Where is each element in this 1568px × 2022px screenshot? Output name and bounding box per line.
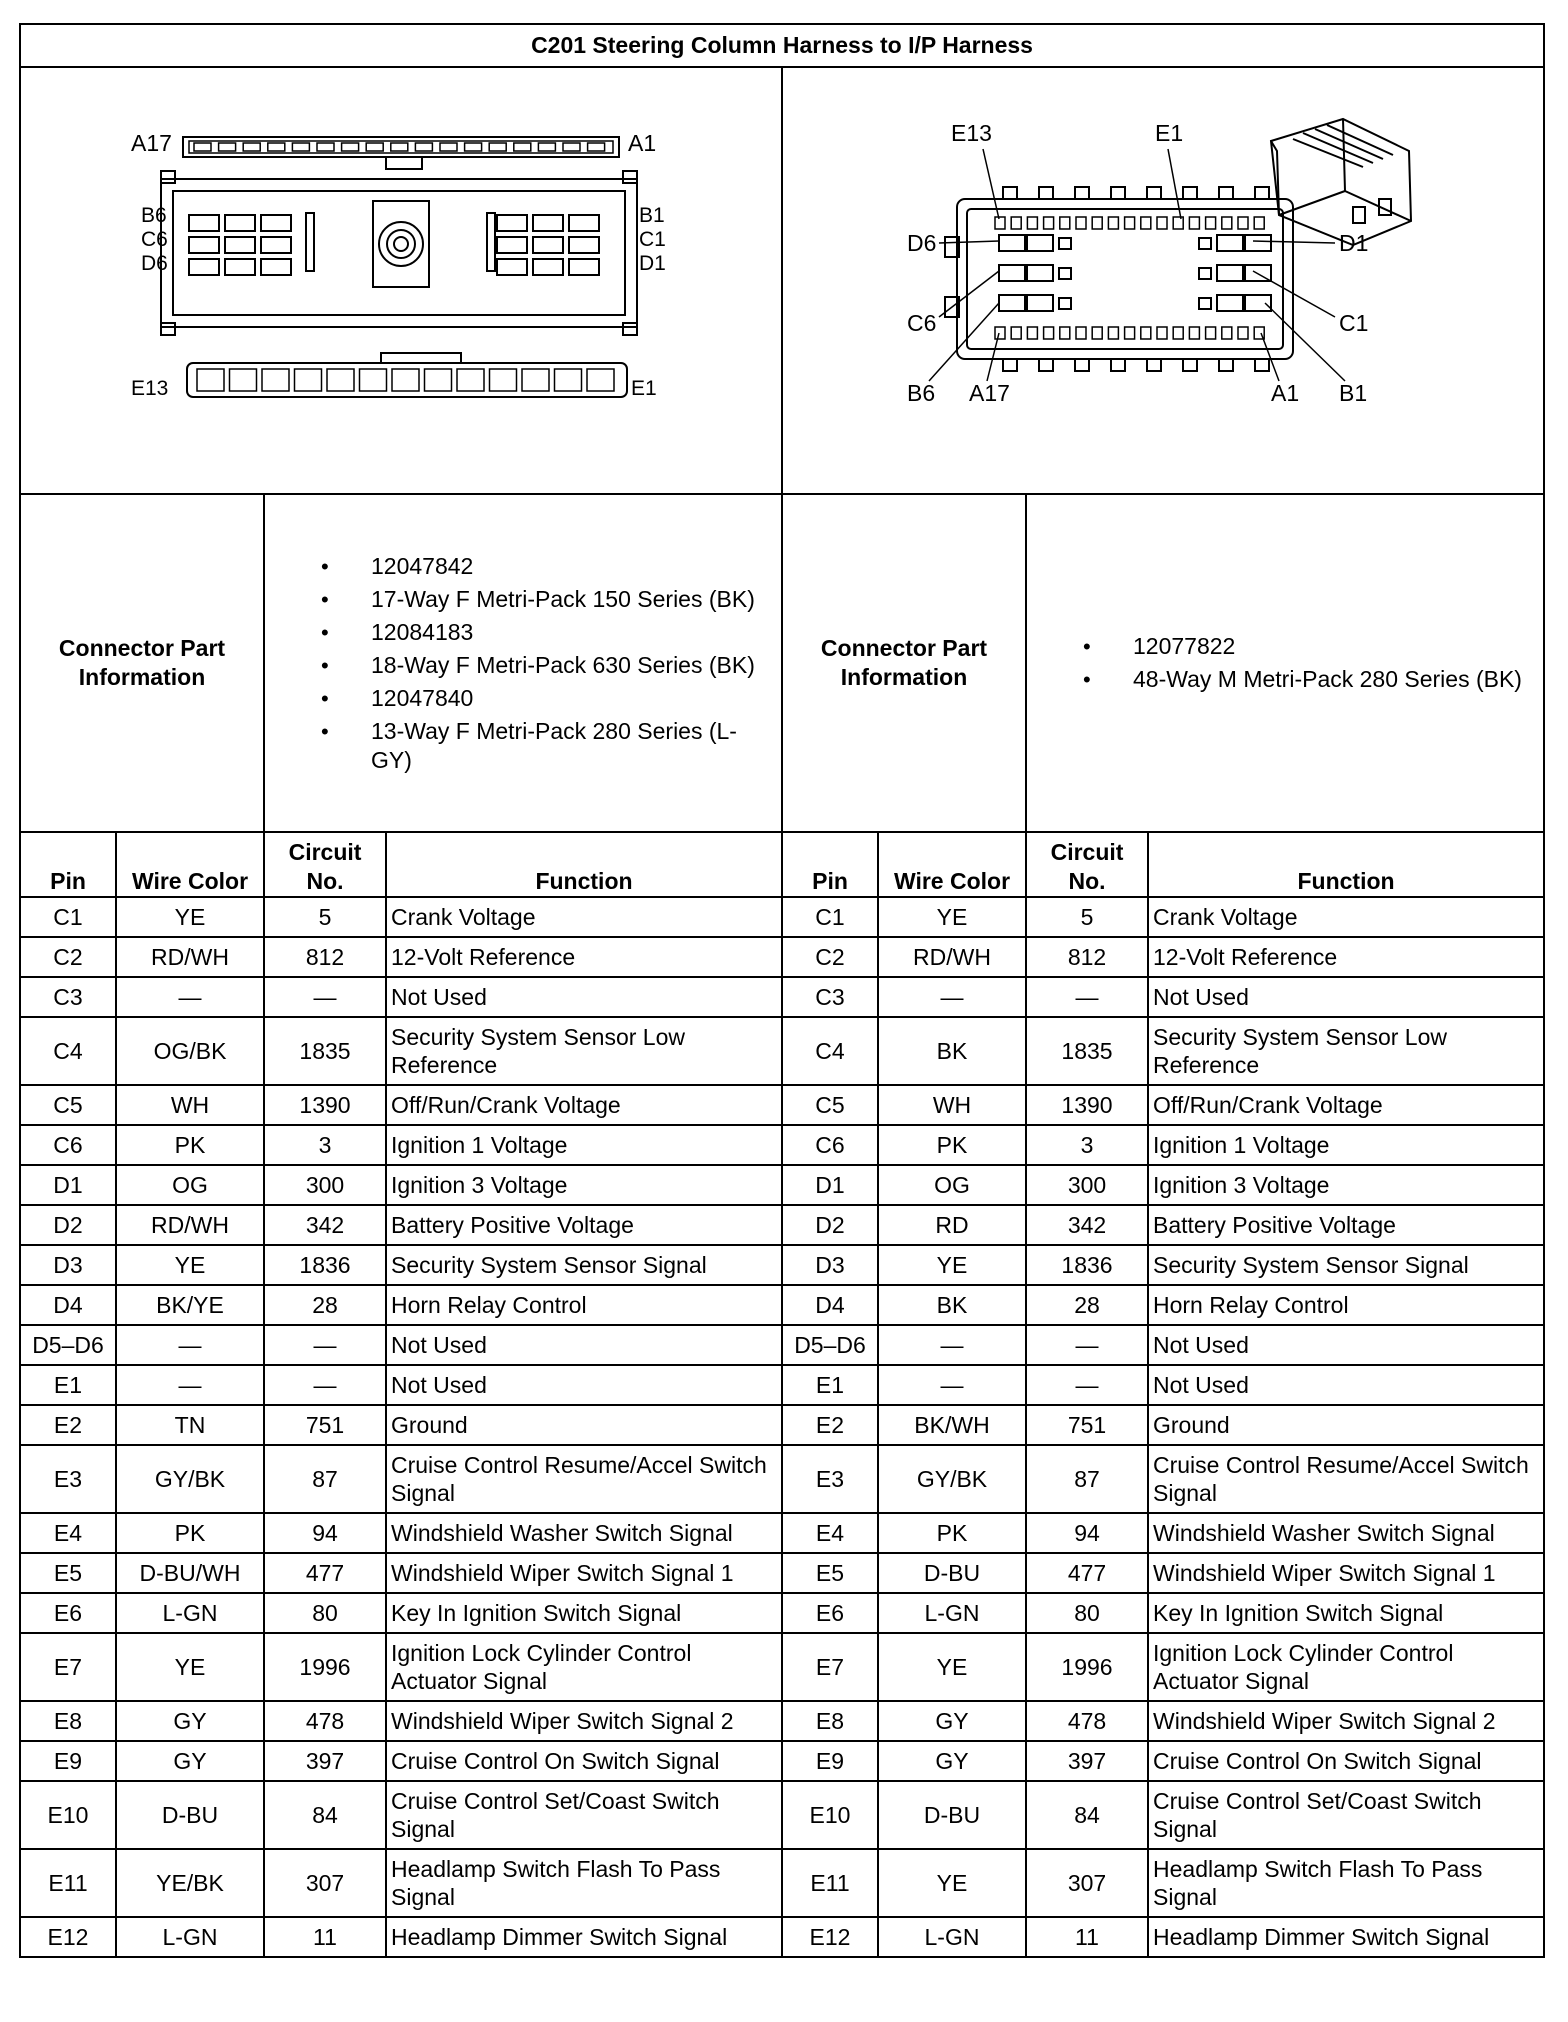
function-cell-right: Windshield Washer Switch Signal bbox=[1148, 1513, 1544, 1553]
circuit-cell: 3 bbox=[264, 1125, 386, 1165]
part-text: 18-Way F Metri-Pack 630 Series (BK) bbox=[371, 651, 755, 678]
pin-cell-right: D5–D6 bbox=[782, 1325, 878, 1365]
cpi-label-line1-right: Connector Part bbox=[820, 635, 988, 661]
ip-harness-connector-drawing bbox=[883, 111, 1443, 451]
function-cell-right: Horn Relay Control bbox=[1148, 1285, 1544, 1325]
function-cell-right: Off/Run/Crank Voltage bbox=[1148, 1085, 1544, 1125]
label-c6: C6 bbox=[141, 227, 168, 251]
function-cell: Windshield Wiper Switch Signal 1 bbox=[386, 1553, 782, 1593]
bullet-icon: • bbox=[1083, 634, 1091, 659]
label-e13-right: E13 bbox=[951, 119, 992, 146]
table-row bbox=[20, 1701, 1544, 1741]
col-circuit-right bbox=[1026, 832, 1148, 897]
connector-part-info-label-left bbox=[20, 494, 264, 832]
wire-color-cell-right: D-BU bbox=[878, 1781, 1026, 1849]
function-cell: Horn Relay Control bbox=[386, 1285, 782, 1325]
circuit-cell-right: — bbox=[1026, 1365, 1148, 1405]
circuit-cell-right: 478 bbox=[1026, 1701, 1148, 1741]
bullet-icon: • bbox=[321, 718, 329, 744]
circuit-cell: 812 bbox=[264, 937, 386, 977]
function-cell-right: Headlamp Dimmer Switch Signal bbox=[1148, 1917, 1544, 1957]
pin-cell-right: E6 bbox=[782, 1593, 878, 1633]
function-cell-right: Windshield Wiper Switch Signal 1 bbox=[1148, 1553, 1544, 1593]
pin-cell-right: E8 bbox=[782, 1701, 878, 1741]
wire-color-cell-right: RD bbox=[878, 1205, 1026, 1245]
col-function-left: Function bbox=[386, 832, 782, 897]
function-cell: Ground bbox=[386, 1405, 782, 1445]
pin-cell: E8 bbox=[20, 1701, 116, 1741]
wire-color-cell-right: L-GN bbox=[878, 1917, 1026, 1957]
table-row bbox=[20, 1125, 1544, 1165]
function-cell-right: Cruise Control On Switch Signal bbox=[1148, 1741, 1544, 1781]
wire-color-cell: PK bbox=[116, 1513, 264, 1553]
circuit-cell-right: 11 bbox=[1026, 1917, 1148, 1957]
function-cell: Ignition 1 Voltage bbox=[386, 1125, 782, 1165]
circuit-cell-right: 87 bbox=[1026, 1445, 1148, 1513]
col-function-right: Function bbox=[1148, 832, 1544, 897]
right-connector-diagram bbox=[782, 67, 1544, 494]
circuit-cell-right: 3 bbox=[1026, 1125, 1148, 1165]
circuit-cell-right: 1835 bbox=[1026, 1017, 1148, 1085]
wire-color-cell: D-BU/WH bbox=[116, 1553, 264, 1593]
function-cell: Not Used bbox=[386, 1325, 782, 1365]
pin-cell-right: C4 bbox=[782, 1017, 878, 1085]
wire-color-cell: D-BU bbox=[116, 1781, 264, 1849]
circuit-cell-right: 1836 bbox=[1026, 1245, 1148, 1285]
cpi-label-line2-right: Information bbox=[840, 664, 968, 690]
function-cell-right: Not Used bbox=[1148, 1325, 1544, 1365]
circuit-cell-right: — bbox=[1026, 1325, 1148, 1365]
circuit-cell-right: 342 bbox=[1026, 1205, 1148, 1245]
wire-color-cell-right: GY/BK bbox=[878, 1445, 1026, 1513]
part-list-item bbox=[265, 618, 773, 647]
pin-cell: E1 bbox=[20, 1365, 116, 1405]
col-circuit-line1: Circuit bbox=[288, 839, 362, 865]
table-row bbox=[20, 1741, 1544, 1781]
cpi-label-line1: Connector Part bbox=[58, 635, 226, 661]
pin-row-e bbox=[197, 369, 614, 391]
function-cell-right: Ignition Lock Cylinder Control Actuator Signal bbox=[1148, 1633, 1544, 1701]
function-cell: Not Used bbox=[386, 977, 782, 1017]
table-row bbox=[20, 1325, 1544, 1365]
circuit-cell: 94 bbox=[264, 1513, 386, 1553]
column-header-row bbox=[20, 832, 1544, 897]
label-e1-right: E1 bbox=[1155, 119, 1184, 146]
pin-cell-right: C6 bbox=[782, 1125, 878, 1165]
function-cell-right: Ground bbox=[1148, 1405, 1544, 1445]
pin-cell: E9 bbox=[20, 1741, 116, 1781]
function-cell-right: Windshield Wiper Switch Signal 2 bbox=[1148, 1701, 1544, 1741]
cpi-label-line2: Information bbox=[78, 664, 206, 690]
table-row bbox=[20, 1165, 1544, 1205]
pin-cell: D3 bbox=[20, 1245, 116, 1285]
circuit-cell-right: 397 bbox=[1026, 1741, 1148, 1781]
circuit-cell-right: — bbox=[1026, 977, 1148, 1017]
circuit-cell: — bbox=[264, 1325, 386, 1365]
wire-color-cell: YE/BK bbox=[116, 1849, 264, 1917]
function-cell-right: Key In Ignition Switch Signal bbox=[1148, 1593, 1544, 1633]
bullet-icon: • bbox=[1083, 667, 1091, 692]
wire-color-cell: — bbox=[116, 1365, 264, 1405]
bullet-icon: • bbox=[321, 652, 329, 678]
pin-cell-right: C3 bbox=[782, 977, 878, 1017]
pin-cell-right: E12 bbox=[782, 1917, 878, 1957]
pin-cell-right: D1 bbox=[782, 1165, 878, 1205]
function-cell-right: 12-Volt Reference bbox=[1148, 937, 1544, 977]
pin-cell: E11 bbox=[20, 1849, 116, 1917]
circuit-cell: 84 bbox=[264, 1781, 386, 1849]
circuit-cell: 1996 bbox=[264, 1633, 386, 1701]
table-row bbox=[20, 1593, 1544, 1633]
wire-color-cell: L-GN bbox=[116, 1917, 264, 1957]
function-cell-right: Battery Positive Voltage bbox=[1148, 1205, 1544, 1245]
pin-cell: D4 bbox=[20, 1285, 116, 1325]
label-a1-right: A1 bbox=[1271, 379, 1300, 406]
pin-cell: E6 bbox=[20, 1593, 116, 1633]
circuit-cell: 477 bbox=[264, 1553, 386, 1593]
part-text: 12084183 bbox=[371, 618, 474, 645]
part-text: 48-Way M Metri-Pack 280 Series (BK) bbox=[1133, 666, 1522, 692]
circuit-cell-right: 300 bbox=[1026, 1165, 1148, 1205]
pin-cell: E3 bbox=[20, 1445, 116, 1513]
latch-tabs bbox=[1003, 187, 1269, 371]
connector-part-info-left bbox=[264, 494, 782, 832]
function-cell: Headlamp Dimmer Switch Signal bbox=[386, 1917, 782, 1957]
function-cell-right: Cruise Control Set/Coast Switch Signal bbox=[1148, 1781, 1544, 1849]
circuit-cell-right: 751 bbox=[1026, 1405, 1148, 1445]
function-cell-right: Crank Voltage bbox=[1148, 897, 1544, 937]
function-cell: Windshield Wiper Switch Signal 2 bbox=[386, 1701, 782, 1741]
pin-table-body bbox=[20, 897, 1544, 1957]
wire-color-cell-right: YE bbox=[878, 1245, 1026, 1285]
pin-cell-right: E7 bbox=[782, 1633, 878, 1701]
pin-cell-right: D2 bbox=[782, 1205, 878, 1245]
col-circuit-line2: No. bbox=[306, 868, 344, 894]
bullet-icon: • bbox=[321, 553, 329, 579]
table-row bbox=[20, 1553, 1544, 1593]
part-list-item bbox=[265, 684, 773, 713]
circuit-cell: 478 bbox=[264, 1701, 386, 1741]
label-e13: E13 bbox=[131, 376, 169, 400]
part-list-right bbox=[1027, 632, 1535, 694]
part-text: 12047840 bbox=[371, 684, 474, 711]
wire-color-cell: OG/BK bbox=[116, 1017, 264, 1085]
circuit-cell: 751 bbox=[264, 1405, 386, 1445]
label-b6: B6 bbox=[141, 203, 167, 227]
wire-color-cell-right: PK bbox=[878, 1513, 1026, 1553]
pin-cell-right: C2 bbox=[782, 937, 878, 977]
function-cell-right: Security System Sensor Signal bbox=[1148, 1245, 1544, 1285]
pin-cell-right: E3 bbox=[782, 1445, 878, 1513]
circuit-cell: 397 bbox=[264, 1741, 386, 1781]
function-cell: Ignition 3 Voltage bbox=[386, 1165, 782, 1205]
circuit-cell-right: 477 bbox=[1026, 1553, 1148, 1593]
wire-color-cell-right: L-GN bbox=[878, 1593, 1026, 1633]
label-a1: A1 bbox=[628, 130, 657, 156]
function-cell: Security System Sensor Signal bbox=[386, 1245, 782, 1285]
table-row bbox=[20, 1205, 1544, 1245]
pin-cell: C2 bbox=[20, 937, 116, 977]
circuit-cell: 87 bbox=[264, 1445, 386, 1513]
table-row bbox=[20, 1513, 1544, 1553]
wire-color-cell-right: WH bbox=[878, 1085, 1026, 1125]
circuit-cell: 1390 bbox=[264, 1085, 386, 1125]
steering-column-connector-drawing bbox=[131, 131, 671, 431]
table-row bbox=[20, 1085, 1544, 1125]
pin-cell-right: E11 bbox=[782, 1849, 878, 1917]
label-c6-right: C6 bbox=[907, 309, 937, 336]
circuit-cell-right: 1996 bbox=[1026, 1633, 1148, 1701]
wire-color-cell: GY bbox=[116, 1701, 264, 1741]
part-list-item bbox=[1027, 665, 1535, 694]
label-b1: B1 bbox=[639, 203, 665, 227]
wire-color-cell-right: YE bbox=[878, 1633, 1026, 1701]
function-cell: Windshield Washer Switch Signal bbox=[386, 1513, 782, 1553]
circuit-cell-right: 812 bbox=[1026, 937, 1148, 977]
wire-color-cell: WH bbox=[116, 1085, 264, 1125]
circuit-cell: 300 bbox=[264, 1165, 386, 1205]
col-circuit-line1-right: Circuit bbox=[1050, 839, 1124, 865]
wire-color-cell: RD/WH bbox=[116, 1205, 264, 1245]
pin-cell: C3 bbox=[20, 977, 116, 1017]
table-row bbox=[20, 897, 1544, 937]
wire-color-cell-right: PK bbox=[878, 1125, 1026, 1165]
pin-cell-right: E10 bbox=[782, 1781, 878, 1849]
connector-sheet bbox=[19, 23, 1543, 1958]
table-row bbox=[20, 1285, 1544, 1325]
function-cell: Not Used bbox=[386, 1365, 782, 1405]
table-row bbox=[20, 1445, 1544, 1513]
wire-color-cell: OG bbox=[116, 1165, 264, 1205]
part-list-item bbox=[265, 585, 773, 614]
part-text: 17-Way F Metri-Pack 150 Series (BK) bbox=[371, 585, 755, 612]
circuit-cell: 11 bbox=[264, 1917, 386, 1957]
label-e1: E1 bbox=[631, 376, 657, 400]
function-cell-right: Headlamp Switch Flash To Pass Signal bbox=[1148, 1849, 1544, 1917]
circuit-cell-right: 28 bbox=[1026, 1285, 1148, 1325]
circuit-cell-right: 80 bbox=[1026, 1593, 1148, 1633]
label-d1-right: D1 bbox=[1339, 229, 1369, 256]
label-b1-right: B1 bbox=[1339, 379, 1368, 406]
pin-cell: E2 bbox=[20, 1405, 116, 1445]
bullet-icon: • bbox=[321, 619, 329, 645]
wire-color-cell-right: — bbox=[878, 1365, 1026, 1405]
left-connector-diagram bbox=[20, 67, 782, 494]
pin-cell-right: E2 bbox=[782, 1405, 878, 1445]
function-cell: Off/Run/Crank Voltage bbox=[386, 1085, 782, 1125]
col-circuit-line2-right: No. bbox=[1068, 868, 1106, 894]
wire-color-cell-right: GY bbox=[878, 1741, 1026, 1781]
function-cell-right: Not Used bbox=[1148, 977, 1544, 1017]
connector-part-info-right bbox=[1026, 494, 1544, 832]
label-c1: C1 bbox=[639, 227, 666, 251]
circuit-cell: — bbox=[264, 977, 386, 1017]
circuit-cell: — bbox=[264, 1365, 386, 1405]
pin-cell: D5–D6 bbox=[20, 1325, 116, 1365]
pin-cell-right: E1 bbox=[782, 1365, 878, 1405]
wire-color-cell: — bbox=[116, 1325, 264, 1365]
wire-color-cell-right: — bbox=[878, 1325, 1026, 1365]
label-c1-right: C1 bbox=[1339, 309, 1369, 336]
part-list-item bbox=[265, 552, 773, 581]
part-text: 12077822 bbox=[1133, 633, 1236, 659]
wire-color-cell-right: YE bbox=[878, 1849, 1026, 1917]
wire-color-cell-right: RD/WH bbox=[878, 937, 1026, 977]
pin-cell: C4 bbox=[20, 1017, 116, 1085]
part-text: 13-Way F Metri-Pack 280 Series (L-GY) bbox=[371, 717, 737, 773]
wire-color-cell: BK/YE bbox=[116, 1285, 264, 1325]
wire-color-cell-right: BK bbox=[878, 1285, 1026, 1325]
function-cell: Cruise Control Resume/Accel Switch Signal bbox=[386, 1445, 782, 1513]
table-row bbox=[20, 1017, 1544, 1085]
col-wire-color-right: Wire Color bbox=[878, 832, 1026, 897]
bullet-icon: • bbox=[321, 685, 329, 711]
wire-color-cell: PK bbox=[116, 1125, 264, 1165]
table-row bbox=[20, 977, 1544, 1017]
table-row bbox=[20, 1781, 1544, 1849]
circuit-cell-right: 5 bbox=[1026, 897, 1148, 937]
circuit-cell: 307 bbox=[264, 1849, 386, 1917]
pin-cell-right: C5 bbox=[782, 1085, 878, 1125]
wire-color-cell-right: — bbox=[878, 977, 1026, 1017]
label-d6: D6 bbox=[141, 251, 168, 275]
pin-cell: D1 bbox=[20, 1165, 116, 1205]
pin-row-a bbox=[194, 143, 605, 151]
part-list-left bbox=[265, 552, 773, 775]
pin-cell-right: D3 bbox=[782, 1245, 878, 1285]
pin-cell-right: D4 bbox=[782, 1285, 878, 1325]
circuit-cell-right: 1390 bbox=[1026, 1085, 1148, 1125]
wire-color-cell-right: BK bbox=[878, 1017, 1026, 1085]
wire-color-cell: RD/WH bbox=[116, 937, 264, 977]
wire-color-cell: GY bbox=[116, 1741, 264, 1781]
part-list-item bbox=[265, 651, 773, 680]
function-cell: Ignition Lock Cylinder Control Actuator Signal bbox=[386, 1633, 782, 1701]
circuit-cell: 5 bbox=[264, 897, 386, 937]
wire-color-cell-right: YE bbox=[878, 897, 1026, 937]
pin-cell: C1 bbox=[20, 897, 116, 937]
page-title: C201 Steering Column Harness to I/P Harness bbox=[20, 24, 1544, 67]
pin-cell: E5 bbox=[20, 1553, 116, 1593]
pin-cell: E7 bbox=[20, 1633, 116, 1701]
function-cell-right: Not Used bbox=[1148, 1365, 1544, 1405]
circuit-cell-right: 94 bbox=[1026, 1513, 1148, 1553]
table-row bbox=[20, 1245, 1544, 1285]
wire-color-cell: GY/BK bbox=[116, 1445, 264, 1513]
table-row bbox=[20, 1917, 1544, 1957]
wire-color-cell: YE bbox=[116, 897, 264, 937]
circuit-cell: 80 bbox=[264, 1593, 386, 1633]
wire-color-cell: TN bbox=[116, 1405, 264, 1445]
function-cell: Crank Voltage bbox=[386, 897, 782, 937]
table-row bbox=[20, 1405, 1544, 1445]
wire-color-cell: — bbox=[116, 977, 264, 1017]
wire-color-cell-right: OG bbox=[878, 1165, 1026, 1205]
label-d6-right: D6 bbox=[907, 229, 937, 256]
table-row bbox=[20, 1849, 1544, 1917]
pin-cell: C6 bbox=[20, 1125, 116, 1165]
col-pin-left: Pin bbox=[20, 832, 116, 897]
pin-cell-right: E9 bbox=[782, 1741, 878, 1781]
function-cell: 12-Volt Reference bbox=[386, 937, 782, 977]
function-cell-right: Ignition 3 Voltage bbox=[1148, 1165, 1544, 1205]
wire-color-cell-right: BK/WH bbox=[878, 1405, 1026, 1445]
circuit-cell: 1836 bbox=[264, 1245, 386, 1285]
function-cell: Headlamp Switch Flash To Pass Signal bbox=[386, 1849, 782, 1917]
label-a17-right: A17 bbox=[969, 379, 1010, 406]
wire-color-cell-right: GY bbox=[878, 1701, 1026, 1741]
pin-cell-right: C1 bbox=[782, 897, 878, 937]
function-cell-right: Security System Sensor Low Reference bbox=[1148, 1017, 1544, 1085]
col-pin-right: Pin bbox=[782, 832, 878, 897]
wire-color-cell: YE bbox=[116, 1633, 264, 1701]
pin-cell-right: E4 bbox=[782, 1513, 878, 1553]
function-cell: Security System Sensor Low Reference bbox=[386, 1017, 782, 1085]
circuit-cell: 1835 bbox=[264, 1017, 386, 1085]
label-d1: D1 bbox=[639, 251, 666, 275]
wire-color-cell: YE bbox=[116, 1245, 264, 1285]
pin-grid bbox=[995, 217, 1271, 339]
pin-cell: D2 bbox=[20, 1205, 116, 1245]
wire-color-cell: L-GN bbox=[116, 1593, 264, 1633]
pin-cell: E10 bbox=[20, 1781, 116, 1849]
function-cell: Cruise Control Set/Coast Switch Signal bbox=[386, 1781, 782, 1849]
pin-cell: E12 bbox=[20, 1917, 116, 1957]
table-row bbox=[20, 937, 1544, 977]
function-cell: Battery Positive Voltage bbox=[386, 1205, 782, 1245]
table-row bbox=[20, 1633, 1544, 1701]
col-circuit-left bbox=[264, 832, 386, 897]
label-a17: A17 bbox=[131, 130, 172, 156]
pin-cell-right: E5 bbox=[782, 1553, 878, 1593]
pin-cell: E4 bbox=[20, 1513, 116, 1553]
connector-part-info-label-right bbox=[782, 494, 1026, 832]
table-row bbox=[20, 1365, 1544, 1405]
function-cell-right: Ignition 1 Voltage bbox=[1148, 1125, 1544, 1165]
connector-table bbox=[19, 23, 1545, 1958]
part-text: 12047842 bbox=[371, 552, 474, 579]
circuit-cell: 28 bbox=[264, 1285, 386, 1325]
col-wire-color-left: Wire Color bbox=[116, 832, 264, 897]
function-cell: Cruise Control On Switch Signal bbox=[386, 1741, 782, 1781]
function-cell: Key In Ignition Switch Signal bbox=[386, 1593, 782, 1633]
bullet-icon: • bbox=[321, 586, 329, 612]
circuit-cell-right: 307 bbox=[1026, 1849, 1148, 1917]
pin-cell: C5 bbox=[20, 1085, 116, 1125]
part-list-item bbox=[1027, 632, 1535, 661]
label-b6-right: B6 bbox=[907, 379, 936, 406]
part-list-item bbox=[265, 717, 773, 775]
circuit-cell: 342 bbox=[264, 1205, 386, 1245]
function-cell-right: Cruise Control Resume/Accel Switch Signal bbox=[1148, 1445, 1544, 1513]
wire-color-cell-right: D-BU bbox=[878, 1553, 1026, 1593]
circuit-cell-right: 84 bbox=[1026, 1781, 1148, 1849]
